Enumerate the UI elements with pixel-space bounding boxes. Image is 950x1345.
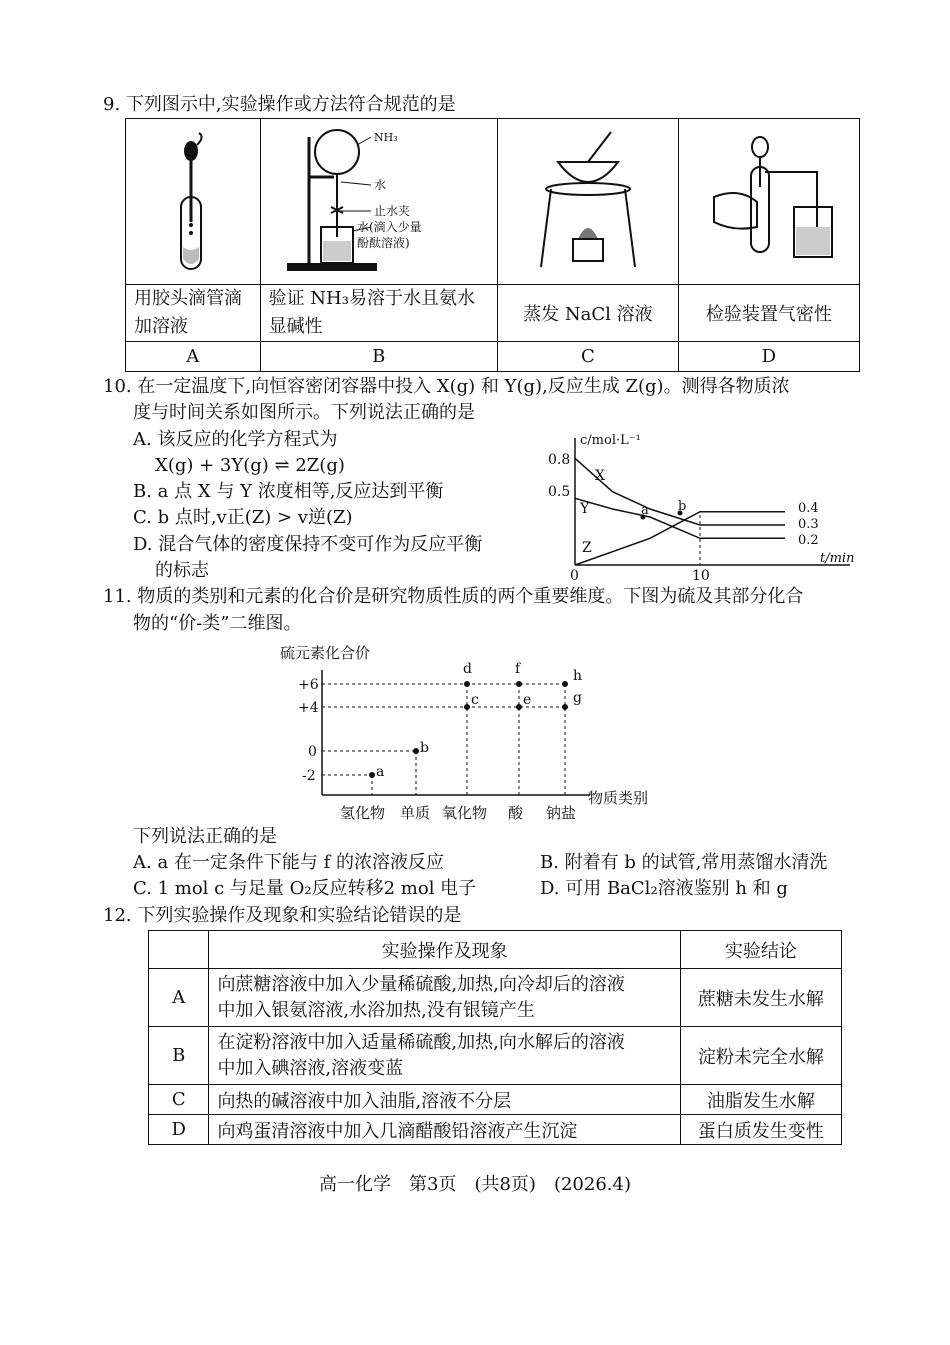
- q10-option-a-2: X(g) + 3Y(g) ⇌ 2Z(g): [155, 455, 345, 476]
- table-row: [149, 1027, 842, 1085]
- label-nh3: NH₃: [373, 130, 398, 144]
- row-conclusion: 淀粉未完全水解: [680, 1027, 841, 1085]
- point-a: [369, 772, 375, 778]
- row-operation: 向鸡蛋清溶液中加入几滴醋酸铅溶液产生沉淀: [209, 1115, 680, 1145]
- q11-option-d: D. 可用 BaCl₂溶液鉴别 h 和 g: [540, 878, 788, 899]
- point-b: [413, 748, 419, 754]
- label-water: 水: [373, 177, 386, 192]
- tick-plus6: +6: [298, 677, 319, 693]
- row-operation-line: 向蔗糖溶液中加入少量稀硫酸,加热,向冷却后的溶液: [217, 973, 625, 995]
- point-f-label: f: [515, 661, 521, 677]
- y-tick-0.5: 0.5: [548, 484, 571, 500]
- option-b-desc: 验证 NH₃易溶于水且氨水显碱性: [260, 285, 497, 342]
- valence-class-diagram: [270, 640, 690, 825]
- tick-0: 0: [308, 744, 317, 760]
- axis-x-label: 物质类别: [588, 789, 649, 807]
- option-c-figure: [497, 119, 678, 285]
- point-f: [516, 681, 522, 687]
- axis-y-label: 硫元素化合价: [280, 644, 371, 662]
- category-sodium-salt: 钠盐: [546, 804, 577, 822]
- q10-option-d-2: 的标志: [155, 560, 209, 581]
- x-tick-0: 0: [570, 568, 579, 580]
- series-label-y: Y: [580, 501, 590, 517]
- point-d: [464, 681, 470, 687]
- row-option: C: [149, 1085, 209, 1115]
- point-h: [562, 681, 568, 687]
- row-option: A: [149, 969, 209, 1027]
- q10-option-c: C. b 点时,v正(Z) > v逆(Z): [133, 507, 353, 528]
- q10-option-d-1: D. 混合气体的密度保持不变可作为反应平衡: [133, 534, 483, 555]
- option-a-figure: [126, 119, 261, 285]
- option-a-desc: 用胶头滴管滴加溶液: [126, 285, 261, 342]
- airtightness-check-icon: [699, 127, 839, 277]
- row-operation-line: 中加入碘溶液,溶液变蓝: [217, 1057, 404, 1079]
- point-e-label: e: [523, 692, 532, 708]
- concentration-time-chart: [540, 430, 870, 580]
- option-a-letter: A: [126, 342, 261, 372]
- q10-stem-1: 10. 在一定温度下,向恒容密闭容器中投入 X(g) 和 Y(g),反应生成 Z(g)。测得各物质浓: [103, 376, 790, 397]
- q11-option-b: B. 附着有 b 的试管,常用蒸馏水清洗: [540, 852, 828, 873]
- q10-stem-2: 度与时间关系如图所示。下列说法正确的是: [133, 402, 475, 423]
- right-label-0.4: 0.4: [798, 501, 819, 516]
- point-d-label: d: [463, 661, 472, 677]
- q12-table: [148, 930, 842, 1145]
- option-b-figure: [260, 119, 497, 285]
- row-operation: 向热的碱溶液中加入油脂,溶液不分层: [209, 1085, 680, 1115]
- header-operation: 实验操作及现象: [209, 931, 680, 969]
- table-row: [149, 1115, 842, 1145]
- q10-option-a-1: A. 该反应的化学方程式为: [133, 429, 338, 450]
- point-c: [464, 704, 470, 710]
- q11-option-c: C. 1 mol c 与足量 O₂反应转移2 mol 电子: [133, 878, 477, 899]
- point-c-label: c: [471, 692, 479, 708]
- option-c-desc: 蒸发 NaCl 溶液: [497, 285, 678, 342]
- row-operation: [209, 969, 680, 1027]
- row-conclusion: 蔗糖未发生水解: [680, 969, 841, 1027]
- category-element: 单质: [400, 804, 431, 822]
- option-d-desc: 检验装置气密性: [678, 285, 859, 342]
- y-tick-0.8: 0.8: [548, 452, 571, 468]
- point-b-label: b: [420, 740, 429, 756]
- q11-stem-1: 11. 物质的类别和元素的化合价是研究物质性质的两个重要维度。下图为硫及其部分化合: [103, 586, 804, 607]
- point-e: [516, 704, 522, 710]
- q10-option-b: B. a 点 X 与 Y 浓度相等,反应达到平衡: [133, 481, 444, 502]
- q12-stem: 12. 下列实验操作及现象和实验结论错误的是: [103, 905, 462, 926]
- header-blank: [149, 931, 209, 969]
- row-conclusion: 油脂发生水解: [680, 1085, 841, 1115]
- q11-stem-2: 物的“价-类”二维图。: [133, 613, 302, 634]
- tick-plus4: +4: [298, 700, 319, 716]
- row-option: D: [149, 1115, 209, 1145]
- category-acid: 酸: [508, 804, 524, 822]
- category-oxide: 氧化物: [442, 804, 488, 822]
- q9-options-table: [125, 118, 860, 372]
- row-conclusion: 蛋白质发生变性: [680, 1115, 841, 1145]
- series-label-z: Z: [582, 540, 592, 556]
- q11-prompt: 下列说法正确的是: [133, 826, 277, 847]
- option-d-letter: D: [678, 342, 859, 372]
- table-row: [149, 1085, 842, 1115]
- page-footer: 高一化学 第3页 (共8页) (2026.4): [319, 1174, 631, 1195]
- x-axis-label: t/min: [820, 551, 855, 566]
- right-label-0.2: 0.2: [798, 533, 819, 548]
- point-a-label: a: [641, 503, 649, 518]
- option-b-letter: B: [260, 342, 497, 372]
- y-axis-label: c/mol·L⁻¹: [580, 433, 641, 448]
- fountain-apparatus-icon: [279, 127, 479, 277]
- q11-option-a: A. a 在一定条件下能与 f 的浓溶液反应: [133, 852, 444, 873]
- point-h-label: h: [573, 668, 583, 684]
- q9-stem: 9. 下列图示中,实验操作或方法符合规范的是: [103, 94, 456, 115]
- point-g-label: g: [573, 690, 582, 706]
- header-conclusion: 实验结论: [680, 931, 841, 969]
- option-c-letter: C: [497, 342, 678, 372]
- x-tick-10: 10: [692, 568, 710, 580]
- tick-minus2: -2: [302, 768, 316, 784]
- label-beaker: 水(滴入少量: [356, 219, 422, 234]
- point-a-label: a: [376, 764, 385, 780]
- label-beaker2: 酚酞溶液): [356, 235, 410, 250]
- dropper-test-tube-icon: [153, 127, 233, 277]
- row-operation: [209, 1027, 680, 1085]
- point-b-label: b: [678, 499, 687, 514]
- row-option: B: [149, 1027, 209, 1085]
- label-clamp: 止水夹: [373, 203, 410, 218]
- category-hydride: 氢化物: [340, 804, 386, 822]
- point-g: [562, 704, 568, 710]
- series-label-x: X: [595, 468, 605, 484]
- table-row: [149, 969, 842, 1027]
- right-label-0.3: 0.3: [798, 517, 819, 532]
- row-operation-line: 中加入银氨溶液,水浴加热,没有银镜产生: [217, 999, 535, 1021]
- option-d-figure: [678, 119, 859, 285]
- evaporating-dish-icon: [533, 127, 643, 277]
- row-operation-line: 在淀粉溶液中加入适量稀硫酸,加热,向水解后的溶液: [217, 1031, 625, 1053]
